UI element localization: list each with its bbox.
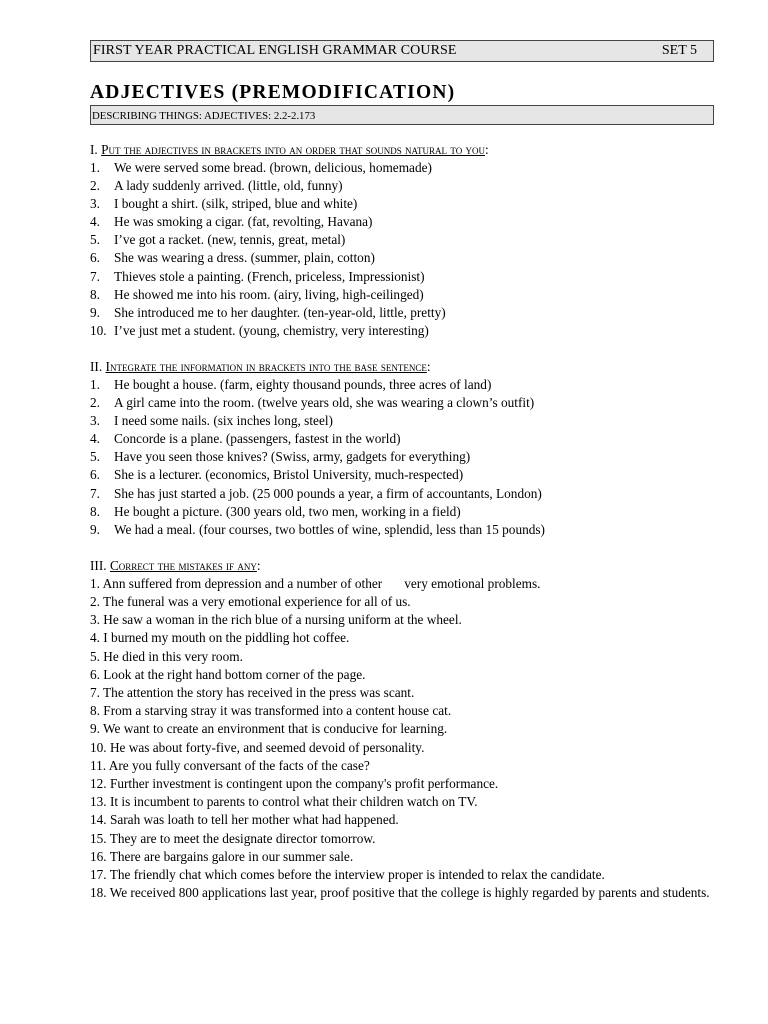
list-item <box>90 466 714 484</box>
exercise-3-list <box>90 575 714 903</box>
item-text: She has just started a job. (25 000 pounds a year, a firm of accountants, London) <box>114 485 542 501</box>
list-item <box>90 322 714 340</box>
exercise-2-numeral: II. <box>90 358 106 374</box>
course-header <box>90 40 714 62</box>
list-item <box>90 286 714 304</box>
list-item <box>90 268 714 286</box>
list-item: 18. We received 800 applications last year, proof positive that the college is highly regarded by parents and students. <box>90 885 710 901</box>
item-number: 8. <box>90 503 100 519</box>
item-number: 9. <box>90 304 100 320</box>
item-text: She was wearing a dress. (summer, plain, cotton) <box>114 250 375 266</box>
list-item: 5. He died in this very room. <box>90 648 243 664</box>
list-item: 17. The friendly chat which comes before the interview proper is intended to relax the candidate. <box>90 867 605 883</box>
item-number: 10. <box>90 322 107 338</box>
list-item: 10. He was about forty-five, and seemed devoid of personality. <box>90 739 425 755</box>
list-item: 14. Sarah was loath to tell her mother what had happened. <box>90 812 399 828</box>
item-number: 3. <box>90 196 100 212</box>
item-text: He showed me into his room. (airy, living, high-ceilinged) <box>114 286 424 302</box>
item-number: 6. <box>90 250 100 266</box>
item-text: Thieves stole a painting. (French, priceless, Impressionist) <box>114 268 425 284</box>
document-page <box>90 40 714 902</box>
item-text: A girl came into the room. (twelve years old, she was wearing a clown’s outfit) <box>114 395 535 411</box>
list-item: 16. There are bargains galore in our summer sale. <box>90 848 354 864</box>
list-item <box>90 195 714 213</box>
list-item <box>90 430 714 448</box>
item-number: 4. <box>90 214 100 230</box>
item-number: 2. <box>90 178 100 194</box>
list-item <box>90 249 714 267</box>
exercise-2-heading <box>90 358 714 376</box>
exercise-2-colon: : <box>426 358 431 374</box>
list-item <box>90 575 714 593</box>
item-number: 7. <box>90 268 100 284</box>
item-text: Concorde is a plane. (passengers, fastest in the world) <box>114 431 401 447</box>
item-text: We had a meal. (four courses, two bottles of wine, splendid, less than 15 pounds) <box>114 521 545 537</box>
item-number: 5. <box>90 232 100 248</box>
list-item <box>90 503 714 521</box>
list-item <box>90 177 714 195</box>
list-item: 7. The attention the story has received in the press was scant. <box>90 685 415 700</box>
exercise-1-instruction: Put the adjectives in brackets into an order that sounds natural to you <box>101 142 486 157</box>
exercise-3 <box>90 557 714 903</box>
list-item: 13. It is incumbent to parents to control what their children watch on TV. <box>90 794 478 810</box>
list-item <box>90 376 714 394</box>
list-item <box>90 213 714 231</box>
list-item: 2. The funeral was a very emotional experience for all of us. <box>90 593 411 609</box>
course-title: FIRST YEAR PRACTICAL ENGLISH GRAMMAR COURSE <box>93 43 457 58</box>
list-item: 9. We want to create an environment that is conducive for learning. <box>90 721 448 737</box>
reference-text: DESCRIBING THINGS: ADJECTIVES: 2.2-2.173 <box>92 110 316 122</box>
exercise-3-colon: : <box>256 557 261 573</box>
list-item: 3. He saw a woman in the rich blue of a nursing uniform at the wheel. <box>90 612 462 628</box>
item-number: 9. <box>90 521 100 537</box>
item-text: She introduced me to her daughter. (ten-year-old, little, pretty) <box>114 304 446 320</box>
list-item: 15. They are to meet the designate director tomorrow. <box>90 830 376 846</box>
exercise-2 <box>90 358 714 539</box>
item-text: Have you seen those knives? (Swiss, army, gadgets for everything) <box>114 449 471 465</box>
item-number: 6. <box>90 467 100 483</box>
item-text: I bought a shirt. (silk, striped, blue and white) <box>114 196 358 212</box>
item-number: 1. <box>90 376 100 392</box>
list-item: 12. Further investment is contingent upon the company's profit performance. <box>90 776 499 792</box>
item-text: He bought a house. (farm, eighty thousand pounds, three acres of land) <box>114 376 492 392</box>
item-number: 3. <box>90 413 100 429</box>
exercise-1-numeral: I. <box>90 142 102 157</box>
item-number: 8. <box>90 286 100 302</box>
item-number: 7. <box>90 485 100 501</box>
list-item <box>90 159 714 177</box>
list-item <box>90 394 714 412</box>
list-item: 6. Look at the right hand bottom corner of the page. <box>90 666 366 682</box>
exercise-1-heading <box>90 141 714 159</box>
list-item <box>90 485 714 503</box>
item-text: I need some nails. (six inches long, steel) <box>114 413 333 429</box>
list-item <box>90 412 714 430</box>
exercise-2-instruction: Integrate the information in brackets into the base sentence <box>105 358 427 374</box>
exercise-1-list <box>90 159 714 340</box>
item-text-part1: 1. Ann suffered from depression and a number of other <box>90 575 383 591</box>
item-number: 4. <box>90 431 100 447</box>
exercise-1 <box>90 141 714 340</box>
exercise-2-list <box>90 376 714 539</box>
exercise-3-instruction: Correct the mistakes if any <box>109 557 257 573</box>
item-number: 5. <box>90 449 100 465</box>
item-text-part2: very emotional problems. <box>404 575 541 591</box>
list-item <box>90 448 714 466</box>
list-item: 8. From a starving stray it was transformed into a content house cat. <box>90 703 452 719</box>
list-item <box>90 304 714 322</box>
reference-box <box>90 105 714 125</box>
exercise-3-heading <box>90 557 714 575</box>
list-item: 4. I burned my mouth on the piddling hot coffee. <box>90 630 350 646</box>
exercise-1-colon: : <box>485 142 489 157</box>
item-text: I’ve just met a student. (young, chemistry, very interesting) <box>114 322 429 338</box>
page-title: ADJECTIVES (PREMODIFICATION) <box>90 82 456 103</box>
set-number: SET 5 <box>661 43 697 58</box>
list-item <box>90 521 714 539</box>
item-text: He bought a picture. (300 years old, two men, working in a field) <box>114 503 461 519</box>
item-text: She is a lecturer. (economics, Bristol University, much-respected) <box>114 467 464 483</box>
item-text: We were served some bread. (brown, delicious, homemade) <box>114 160 432 175</box>
item-text: I’ve got a racket. (new, tennis, great, metal) <box>114 232 346 248</box>
item-number: 2. <box>90 395 100 411</box>
item-number: 1. <box>90 160 100 175</box>
list-item <box>90 231 714 249</box>
list-item: 11. Are you fully conversant of the facts of the case? <box>90 757 370 773</box>
item-text: A lady suddenly arrived. (little, old, funny) <box>114 178 343 194</box>
item-text: He was smoking a cigar. (fat, revolting, Havana) <box>114 214 373 230</box>
exercise-3-numeral: III. <box>90 557 110 573</box>
